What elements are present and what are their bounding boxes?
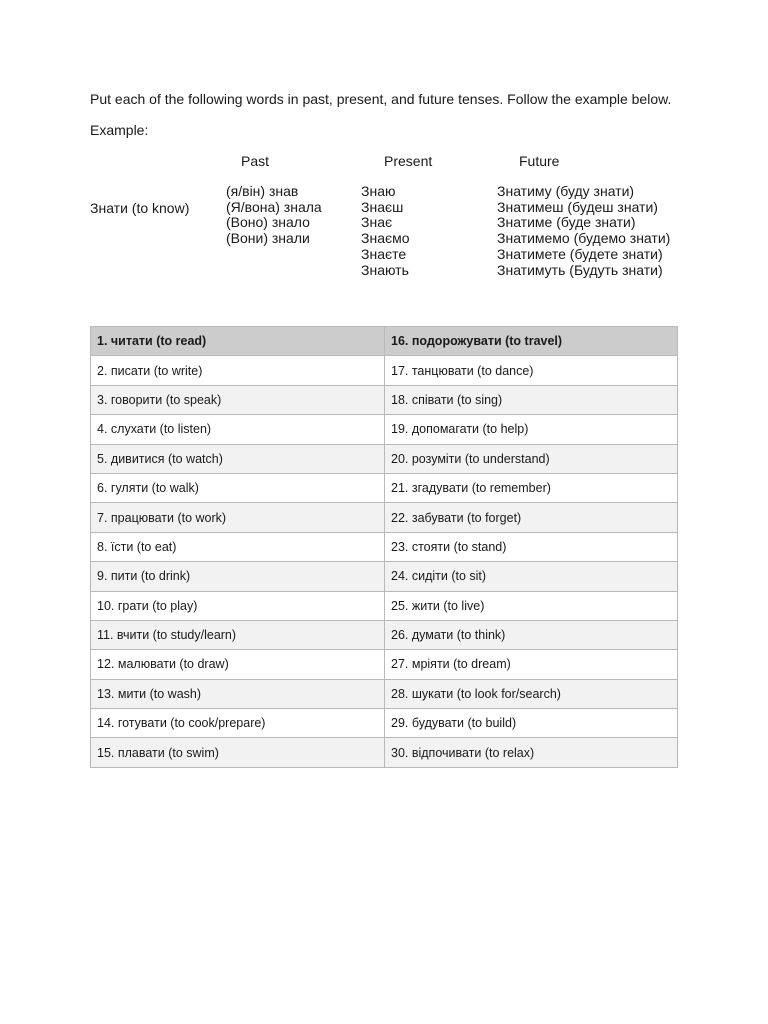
table-row [91,679,678,708]
future-form: Знатимемо (будемо знати) [497,230,671,247]
future-form: Знатимеш (будеш знати) [497,198,658,215]
present-form: Знаєш [361,198,404,215]
table-cell: 11. вчити (to study/learn) [91,620,385,649]
table-cell: 25. жити (to live) [385,591,678,620]
table-cell: 22. забувати (to forget) [385,503,678,532]
present-form: Знають [361,261,409,278]
table-row [91,503,678,532]
past-form: (Вони) знали [226,230,310,247]
past-form: (я/він) знав [226,183,299,199]
table-row [91,444,678,473]
present-form: Знаєте [361,245,407,262]
past-header: Past [241,153,270,169]
table-cell: 28. шукати (to look for/search) [385,679,678,708]
verbs-table [90,326,678,768]
table-row [91,415,678,444]
table-row [91,591,678,620]
table-row [91,356,678,385]
past-forms [226,184,322,247]
table-cell: 20. розуміти (to understand) [385,444,678,473]
table-row [91,473,678,502]
future-form: Знатиме (буде знати) [497,214,636,231]
present-header: Present [384,153,433,169]
table-cell: 30. відпочивати (to relax) [385,738,678,767]
example-verb: Знати (to know) [90,200,190,216]
table-cell: 5. дивитися (to watch) [91,444,385,473]
table-cell: 23. стояти (to stand) [385,532,678,561]
table-cell: 10. грати (to play) [91,591,385,620]
example-label: Example: [90,122,149,138]
table-cell: 7. працювати (to work) [91,503,385,532]
table-cell: 15. плавати (to swim) [91,738,385,767]
table-cell: 2. писати (to write) [91,356,385,385]
present-form: Знає [361,214,393,231]
table-cell: 26. думати (to think) [385,620,678,649]
table-row [91,650,678,679]
past-form: (Воно) знало [226,214,310,231]
table-cell: 4. слухати (to listen) [91,415,385,444]
future-form: Знатимуть (Будуть знати) [497,261,663,278]
past-form: (Я/вона) знала [226,198,322,215]
table-cell: 6. гуляти (to walk) [91,473,385,502]
table-cell: 21. згадувати (to remember) [385,473,678,502]
table-cell: 12. малювати (to draw) [91,650,385,679]
table-row [91,709,678,738]
table-cell: 24. сидіти (to sit) [385,562,678,591]
table-row [91,385,678,414]
table-cell: 8. їсти (to eat) [91,532,385,561]
table-header-row [91,327,678,356]
present-form: Знаємо [361,230,410,247]
table-cell: 1. читати (to read) [91,327,385,356]
table-cell: 14. готувати (to cook/prepare) [91,709,385,738]
table-cell: 18. співати (to sing) [385,385,678,414]
table-row [91,532,678,561]
instruction-text: Put each of the following words in past, present, and future tenses. Follow the example below. [90,91,672,107]
table-row [91,738,678,767]
table-cell: 9. пити (to drink) [91,562,385,591]
present-forms [361,184,410,278]
future-forms [497,184,670,278]
table-cell: 27. мріяти (to dream) [385,650,678,679]
present-form: Знаю [361,183,396,199]
table-cell: 13. мити (to wash) [91,679,385,708]
future-header: Future [519,153,560,169]
table-row [91,620,678,649]
future-form: Знатимете (будете знати) [497,245,663,262]
table-cell: 17. танцювати (to dance) [385,356,678,385]
table-cell: 19. допомагати (to help) [385,415,678,444]
table-cell: 16. подорожувати (to travel) [385,327,678,356]
future-form: Знатиму (буду знати) [497,183,635,199]
table-cell: 29. будувати (to build) [385,709,678,738]
table-cell: 3. говорити (to speak) [91,385,385,414]
table-row [91,562,678,591]
